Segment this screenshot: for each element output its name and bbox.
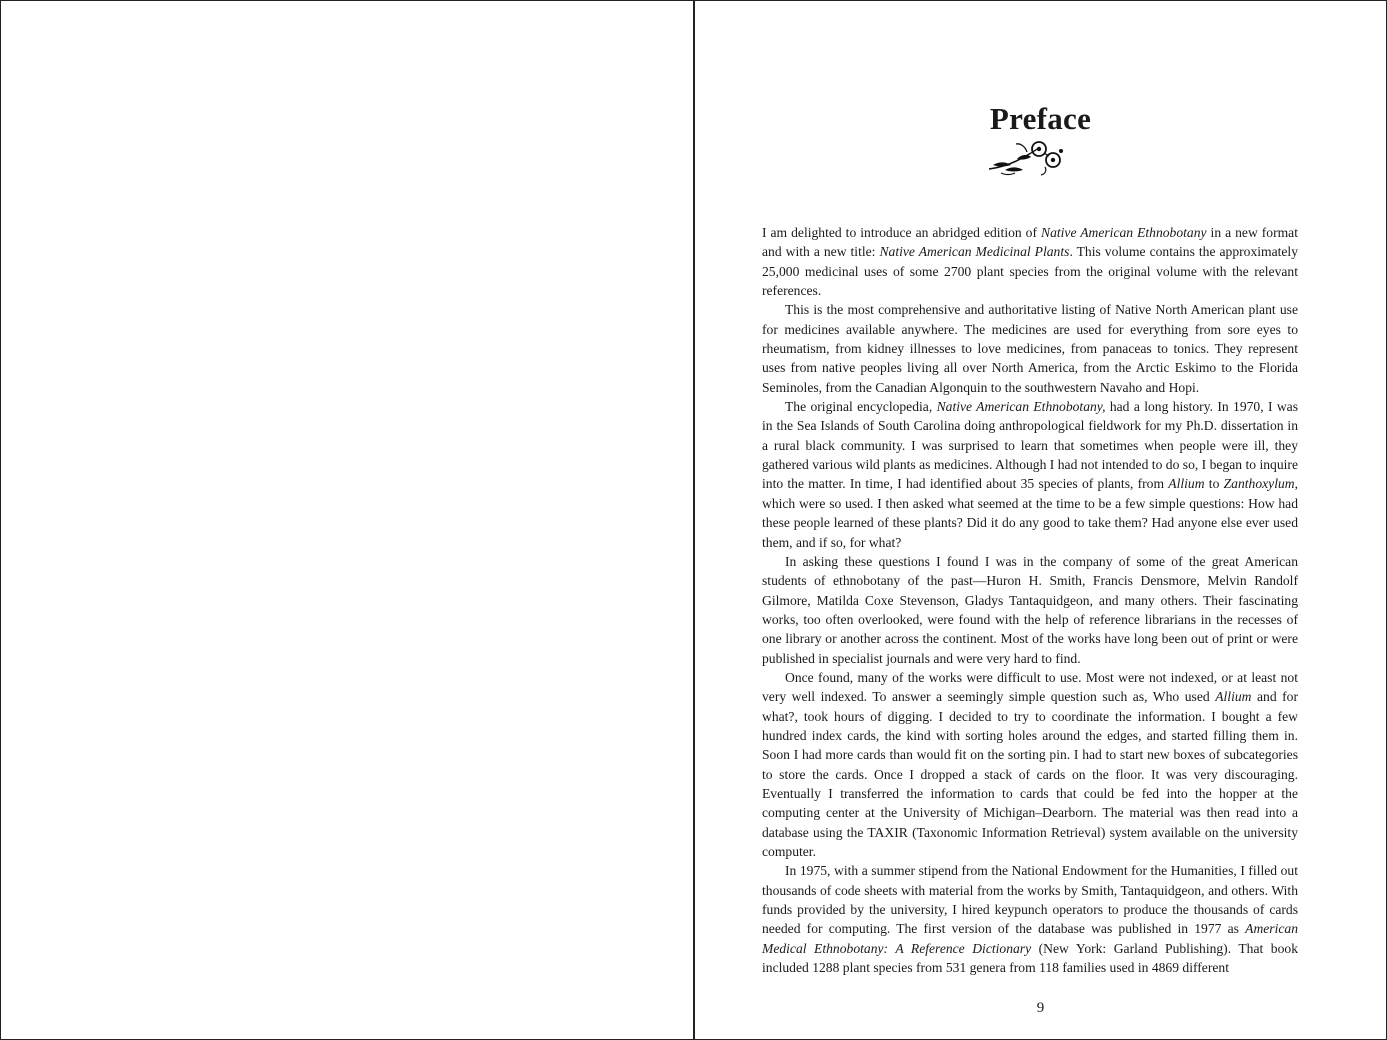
text-run: Once found, many of the works were difficult to use. Most were not indexed, or at least not very well indexed. To answer a seemingly simple question such as, Who used bbox=[762, 669, 1298, 705]
italic-text: Native American Ethnobotany bbox=[1041, 225, 1207, 240]
text-run: . This volume contains the approximately 25,000 medicinal uses of some 2700 plant species from the original volume with the relevant references. bbox=[762, 244, 1299, 299]
body-paragraph bbox=[762, 668, 1298, 861]
body-paragraph bbox=[762, 397, 1298, 552]
text-run: In asking these questions I found I was in the company of some of the great American students of ethnobotany of the past—Huron H. Smith, Francis Densmore, Melvin Randolf Gilmore, Matilda Coxe Stevenson, Gladys Tantaquidgeon, and many others. Their fascinating works, too often overlooked, were found with the help of reference librarians in the recesses of one library or another across the continent. Most of the works have long been out of print or were published in specialist journals and were very hard to find. bbox=[762, 553, 1298, 666]
text-run: in a new format and with a new title: bbox=[762, 225, 1298, 260]
italic-text: Native American Ethnobotany, bbox=[936, 399, 1106, 415]
text-run: This is the most comprehensive and authoritative listing of Native North American plant use for medicines available anywhere. The medicines are used for everything from sore eyes to rheumatism, from kidney illnesses to love medicines, from panaceas to tonics. They represent uses from native peoples living all over North America, from the Arctic Eskimo to the Florida Seminoles, from the Canadian Algonquin to the southwestern Navaho and Hopi. bbox=[762, 302, 1298, 395]
body-paragraph bbox=[762, 223, 1298, 300]
text-run: The original encyclopedia, bbox=[785, 399, 937, 415]
text-run: had a long history. In 1970, I was in the Sea Islands of South Carolina doing anthropological fieldwork for my Ph.D. dissertation in a rural black community. I was surprised to learn that sometimes when people were ill, they gathered various wild plants as medicines. Although I had not intended to do so, I began to inquire into the matter. In time, I had identified about 35 species of plants, from bbox=[762, 399, 1298, 492]
text-run: I am delighted to introduce an abridged edition of bbox=[762, 225, 1041, 240]
italic-text: Zanthoxylum bbox=[1223, 476, 1295, 492]
text-run: to bbox=[1204, 476, 1224, 492]
text-run: (New York: Garland Publishing). That book included 1288 plant species from 531 genera from 118 families used in 4869 different bbox=[762, 940, 1298, 976]
left-page-blank bbox=[1, 1, 693, 1039]
italic-text: Allium bbox=[1215, 689, 1252, 705]
italic-text: American Medical Ethnobotany: A Reference Dictionary bbox=[762, 921, 1298, 956]
preface-body bbox=[762, 223, 1298, 977]
text-run: In 1975, with a summer stipend from the National Endowment for the Humanities, I filled out thousands of code sheets with material from the works by Smith, Tantaquidgeon, and others. With funds provided by the university, I hired keypunch operators to produce the thousands of cards needed for computing. The first version of the database was published in 1977 as bbox=[762, 863, 1298, 937]
italic-text: Native American Medicinal Plants bbox=[879, 244, 1070, 260]
text-run: and for what?, took hours of digging. I decided to try to coordinate the information. I bought a few hundred index cards, the kind with sorting holes around the edges, and started filling them in. Soon I had more cards than would fit on the sorting pin. I had to start new boxes of subcategories to store the cards. Once I dropped a stack of cards on the floor. It was very discouraging. Eventually I transferred the information to cards that could be fed into the hopper at the computing center at the University of Michigan–Dearborn. The material was then read into a database using the TAXIR (Taxonomic Information Retrieval) system available on the university computer. bbox=[762, 689, 1299, 859]
body-paragraph bbox=[762, 861, 1298, 977]
italic-text: Allium bbox=[1168, 476, 1205, 492]
text-run: , which were so used. I then asked what seemed at the time to be a few simple questions: How had these people learned of these plants? Did it do any good to take them? Had anyone else ever used them, and if so, for what? bbox=[762, 476, 1298, 550]
body-paragraph bbox=[762, 552, 1298, 668]
body-paragraph bbox=[762, 300, 1298, 397]
right-page bbox=[695, 1, 1386, 1039]
floral-ornament-icon bbox=[987, 139, 1069, 177]
page-number: 9 bbox=[1036, 1000, 1045, 1016]
page-title: Preface bbox=[989, 101, 1092, 136]
